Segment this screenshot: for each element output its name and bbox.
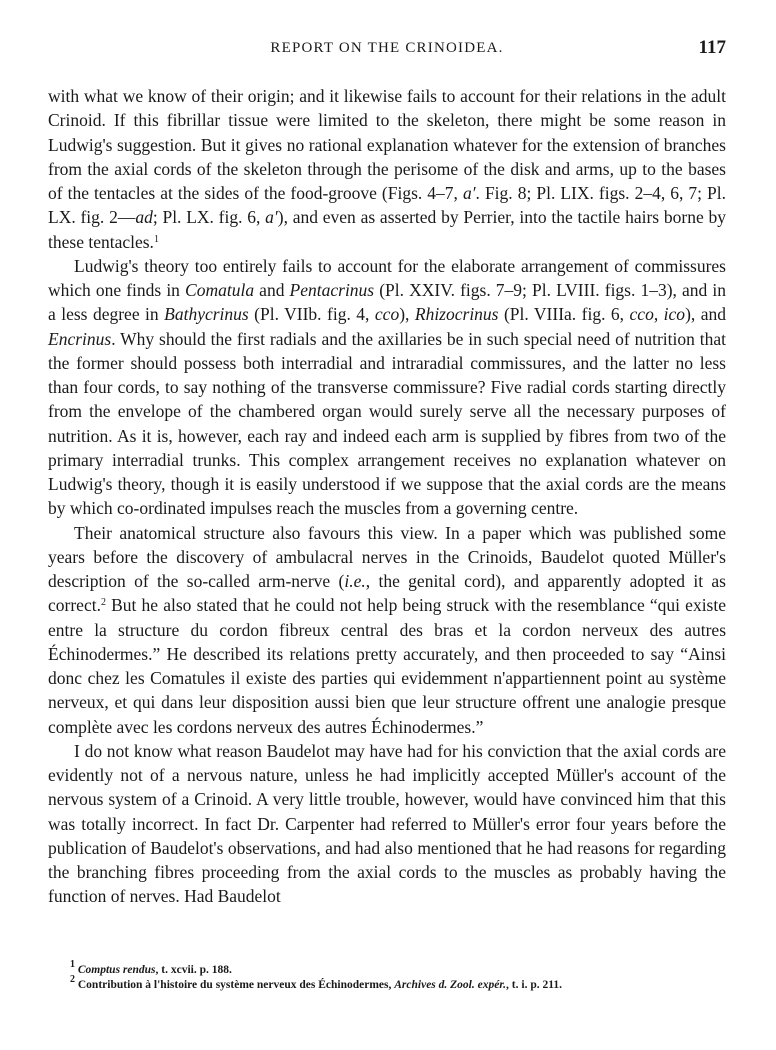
text-run: , t. xcvii. p. 188.	[155, 964, 232, 976]
footnote-marker: 1	[153, 233, 159, 245]
text-run: ; Pl. LX. fig. 6,	[152, 207, 266, 228]
body-text	[48, 84, 726, 909]
italic-text: Pentacrinus	[289, 280, 375, 300]
paragraph-4	[48, 739, 726, 909]
paragraph-1	[48, 84, 726, 254]
footnote-marker: 2	[70, 974, 75, 985]
italic-text: Comptus rendus	[77, 964, 156, 976]
italic-text: i.e.	[344, 571, 366, 591]
text-run: , the genital cord), and apparently adopted it as correct.	[48, 571, 726, 616]
text-run: . Why should the first radials and the axillaries be in such special need of nutrition that the former should possess both interradial and intraradial commissures, and the latter no less than four cords, to say nothing of the transverse commissure? Five radial cords starting directly from the envelope of the chambered organ would surely serve all the necessary purposes of nutrition. As it is, however, each ray and indeed each arm is supplied by fibres from two of the primary interradial trunks. This complex arrangement receives no explanation whatever on Ludwig's theory, though it is easily understood if we suppose that the axial cords are the means by which co-ordinated impulses reach the muscles from a governing centre.	[48, 328, 726, 519]
italic-text: Encrinus	[48, 328, 112, 349]
text-run: (Pl. VIIIa. fig. 6,	[498, 304, 630, 325]
text-run: . Fig. 8; Pl. LIX. figs. 2–4, 6, 7; Pl. LX. fig. 2—	[48, 183, 726, 228]
text-run: (Pl. XXIV. figs. 7–9; Pl. LVIII. figs. 1–3), and in a less degree in	[48, 280, 726, 325]
text-run: ), and	[685, 304, 727, 325]
text-run: with what we know of their origin; and it likewise fails to account for their relations in the adult Crinoid. If this fibrillar tissue were limited to the skeleton, there might be some reason in Ludwig's suggestion. But it gives no rational explanation whatever for the extension of branches from the axial cords of the skeleton through the perisome of the disk and arms, up to the bases of the tentacles at the sides of the food-groove (Figs. 4–7,	[48, 86, 726, 203]
running-header	[48, 37, 726, 64]
running-title: REPORT ON THE CRINOIDEA.	[270, 40, 504, 56]
footnote-1	[70, 959, 726, 978]
footnotes	[70, 959, 726, 993]
italic-text: cco	[374, 304, 400, 325]
paragraph-3	[48, 521, 726, 739]
paragraph-2	[48, 254, 726, 521]
italic-text: cco	[629, 304, 654, 325]
italic-text: a′	[265, 207, 278, 228]
italic-text: Comatula	[185, 280, 255, 300]
footnote-marker: 1	[70, 959, 75, 970]
text-run: But he also stated that he could not help being struck with the resemblance “qui existe entre la structure du cordon fibreux central des bras et la cordon nerveux des autres Échinodermes.” He described its relations pretty accurately, and then proceeded to say “Ainsi donc chez les Comatules il existe des parties qui evidemment n'appartiennent point au système nerveux, et qui dans leur disposition aussi bien que leur structure offrent une analogie presque complète avec les cordons nerveux des autres Échinodermes.”	[48, 595, 726, 737]
italic-text: ico	[663, 304, 686, 325]
italic-text: Archives d. Zool. expér.	[394, 979, 507, 991]
page-number: 117	[698, 37, 726, 58]
text-run: ),	[399, 304, 415, 325]
italic-text: Bathycrinus	[164, 304, 249, 325]
text-run: ,	[653, 304, 664, 325]
text-run: Their anatomical structure also favours this view. In a paper which was published some years before the discovery of ambulacral nerves in the Crinoids, Baudelot quoted Müller's description of the so-called arm-nerve (	[48, 522, 726, 591]
text-run: ), and even as asserted by Perrier, into the tactile hairs borne by these tentacles.	[48, 207, 726, 252]
italic-text: Rhizocrinus	[414, 304, 499, 325]
text-run: and	[254, 280, 290, 300]
text-run: , t. i. p. 211.	[506, 979, 562, 991]
text-run: (Pl. VIIb. fig. 4,	[248, 304, 375, 325]
italic-text: a′	[462, 183, 476, 203]
text-run: Ludwig's theory too entirely fails to account for the elaborate arrangement of commissures which one finds in	[48, 255, 726, 300]
italic-text: ad	[135, 207, 153, 228]
text-run: I do not know what reason Baudelot may have had for his conviction that the axial cords are evidently not of a nervous nature, unless he had implicitly accepted Müller's account of the nervous system of a Crinoid. A very little trouble, however, would have convinced him that this was totally incorrect. In fact Dr. Carpenter had referred to Müller's error four years before the publication of Baudelot's observations, and had also mentioned that he had reasons for regarding the branching fibres proceeding from the axial cords to the muscles as probably having the function of nerves. Had Baudelot	[48, 740, 726, 907]
footnote-2	[70, 974, 726, 993]
footnote-marker: 2	[100, 597, 106, 609]
text-run: Contribution à l'histoire du système nerveux des Échinodermes,	[75, 979, 395, 991]
